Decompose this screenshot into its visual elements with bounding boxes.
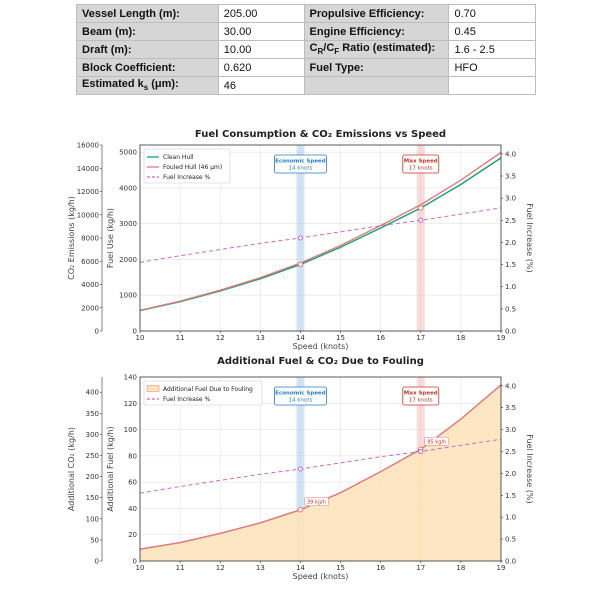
co2-tick-label: 16000 <box>76 141 99 150</box>
fuel-axis-label: Additional Fuel (kg/h) <box>106 426 115 512</box>
pct-tick-label: 3.0 <box>505 194 517 203</box>
pct-tick-label: 4.0 <box>505 382 517 391</box>
param-label: Beam (m): <box>77 23 219 41</box>
fuel-tick-label: 60 <box>128 478 137 487</box>
params-body <box>77 5 536 95</box>
pct-tick-label: 3.0 <box>505 426 517 435</box>
fuel-tick-label: 2000 <box>119 255 137 264</box>
pct-tick-label: 2.5 <box>505 216 517 225</box>
x-tick-label: 10 <box>135 564 145 572</box>
x-tick-label: 19 <box>496 334 506 342</box>
data-point-marker <box>298 236 302 240</box>
legend-entry: Fouled Hull (46 μm) <box>163 164 223 172</box>
co2-tick-label: 200 <box>85 473 99 482</box>
x-tick-label: 18 <box>456 564 466 572</box>
fuel-tick-label: 120 <box>123 399 137 408</box>
economic-speed-sub: 14 knots <box>288 397 313 404</box>
param-value: 10.00 <box>218 41 304 59</box>
param-label: Vessel Length (m): <box>77 5 219 23</box>
co2-tick-label: 10000 <box>76 211 99 220</box>
x-tick-label: 11 <box>175 564 185 572</box>
legend-entry: Fuel Increase % <box>163 174 211 182</box>
pct-tick-label: 3.5 <box>505 404 517 413</box>
co2-tick-label: 2000 <box>81 304 99 313</box>
params-row <box>77 59 536 77</box>
vessel-parameters-table <box>76 4 536 95</box>
co2-tick-label: 8000 <box>81 234 99 243</box>
params-row <box>77 77 536 95</box>
co2-tick-label: 50 <box>90 536 99 545</box>
pct-tick-label: 2.0 <box>505 469 517 478</box>
pct-tick-label: 0.5 <box>505 305 517 314</box>
co2-tick-label: 300 <box>85 430 99 439</box>
x-tick-label: 15 <box>336 334 346 342</box>
param-value: 0.620 <box>218 59 304 77</box>
pct-tick-label: 0.5 <box>505 535 517 544</box>
co2-tick-label: 400 <box>85 388 99 397</box>
pct-tick-label: 0.0 <box>505 327 517 336</box>
pct-tick-label: 2.0 <box>505 238 517 247</box>
pct-tick-label: 4.0 <box>505 150 517 159</box>
data-point-marker <box>419 206 423 210</box>
fuel-tick-label: 80 <box>128 452 137 461</box>
pct-tick-label: 1.5 <box>505 491 517 500</box>
fuel-tick-label: 40 <box>128 504 137 513</box>
param-value: 1.6 - 2.5 <box>449 41 536 59</box>
x-tick-label: 12 <box>215 334 225 342</box>
x-tick-label: 14 <box>295 564 305 572</box>
pct-tick-label: 0.0 <box>505 557 517 566</box>
param-label: Estimated $k_s$ (μm): <box>77 77 219 95</box>
x-axis-label: Speed (knots) <box>292 572 349 581</box>
param-label: Propulsive Efficiency: <box>304 5 449 23</box>
legend-entry: Clean Hull <box>163 154 194 162</box>
fuel-tick-label: 100 <box>123 426 137 435</box>
legend-entry: Additional Fuel Due to Fouling <box>163 386 253 394</box>
economic-speed-label: Economic Speed <box>275 390 326 397</box>
pct-axis-label: Fuel Increase (%) <box>525 434 534 504</box>
co2-axis-label: Additional CO₂ (kg/h) <box>67 426 76 512</box>
fuel-tick-label: 1000 <box>119 291 137 300</box>
pct-axis-label: Fuel Increase (%) <box>525 203 534 273</box>
param-value: 46 <box>218 77 304 95</box>
x-tick-label: 16 <box>376 564 386 572</box>
x-tick-label: 19 <box>496 564 506 572</box>
co2-tick-label: 0 <box>94 327 99 336</box>
x-tick-label: 13 <box>255 334 265 342</box>
max-speed-label: Max Speed <box>403 158 438 165</box>
param-label: Engine Efficiency: <box>304 23 449 41</box>
pct-tick-label: 1.5 <box>505 261 517 270</box>
co2-tick-label: 6000 <box>81 257 99 266</box>
param-value: HFO <box>449 59 536 77</box>
fuel-axis-label: Fuel Use (kg/h) <box>106 207 115 269</box>
co2-tick-label: 100 <box>85 515 99 524</box>
params-row <box>77 23 536 41</box>
param-label <box>304 77 449 95</box>
x-tick-label: 14 <box>295 334 305 342</box>
data-point-marker <box>298 508 302 512</box>
legend-swatch <box>147 386 159 392</box>
x-tick-label: 15 <box>336 564 346 572</box>
chart-title: Fuel Consumption & CO₂ Emissions vs Speed <box>194 129 447 140</box>
economic-speed-sub: 14 knots <box>288 165 313 172</box>
data-point-marker <box>298 467 302 471</box>
pct-tick-label: 1.0 <box>505 283 517 292</box>
param-value <box>449 77 536 95</box>
param-value: 0.45 <box>449 23 536 41</box>
param-label: Fuel Type: <box>304 59 449 77</box>
pct-tick-label: 3.5 <box>505 172 517 181</box>
co2-tick-label: 150 <box>85 494 99 503</box>
point-label: 85 kg/h <box>427 439 447 446</box>
legend-entry: Fuel Increase % <box>163 396 211 404</box>
economic-speed-label: Economic Speed <box>275 158 326 165</box>
fuel-tick-label: 3000 <box>119 220 137 229</box>
data-point-marker <box>419 218 423 222</box>
param-value: 30.00 <box>218 23 304 41</box>
param-value: 205.00 <box>218 5 304 23</box>
x-tick-label: 17 <box>416 334 426 342</box>
data-point-marker <box>419 449 423 453</box>
pct-tick-label: 2.5 <box>505 447 517 456</box>
fuel-tick-label: 20 <box>128 531 137 540</box>
fuel-tick-label: 4000 <box>119 184 137 193</box>
param-label: $C_R/C_F$ Ratio (estimated): <box>304 41 449 59</box>
co2-tick-label: 350 <box>85 409 99 418</box>
co2-axis-label: CO₂ Emissions (kg/h) <box>67 196 76 280</box>
x-tick-label: 13 <box>255 564 265 572</box>
x-tick-label: 18 <box>456 334 466 342</box>
chart-title: Additional Fuel & CO₂ Due to Fouling <box>217 356 424 367</box>
pct-tick-label: 1.0 <box>505 513 517 522</box>
params-row <box>77 41 536 59</box>
x-tick-label: 17 <box>416 564 426 572</box>
point-label: 39 kg/h <box>307 499 326 506</box>
params-row <box>77 5 536 23</box>
fuel-consumption-chart <box>68 125 538 350</box>
max-speed-sub: 17 knots <box>408 397 433 404</box>
x-tick-label: 12 <box>215 564 225 572</box>
fuel-tick-label: 5000 <box>119 148 137 157</box>
param-value: 0.70 <box>449 5 536 23</box>
max-speed-label: Max Speed <box>403 390 438 397</box>
x-tick-label: 11 <box>175 334 185 342</box>
fuel-tick-label: 140 <box>123 373 137 382</box>
co2-tick-label: 0 <box>94 557 99 566</box>
x-axis-label: Speed (knots) <box>292 342 349 351</box>
fuel-tick-label: 0 <box>132 327 137 336</box>
max-speed-sub: 17 knots <box>408 165 433 172</box>
data-point-marker <box>298 262 302 266</box>
co2-tick-label: 4000 <box>81 281 99 289</box>
param-label: Draft (m): <box>77 41 219 59</box>
x-tick-label: 10 <box>135 334 145 342</box>
co2-tick-label: 250 <box>85 451 99 460</box>
co2-tick-label: 12000 <box>76 188 99 196</box>
fuel-tick-label: 0 <box>132 557 137 566</box>
co2-tick-label: 14000 <box>76 164 99 173</box>
param-label: Block Coefficient: <box>77 59 219 77</box>
x-tick-label: 16 <box>376 334 386 342</box>
additional-fuel-chart <box>68 352 538 590</box>
